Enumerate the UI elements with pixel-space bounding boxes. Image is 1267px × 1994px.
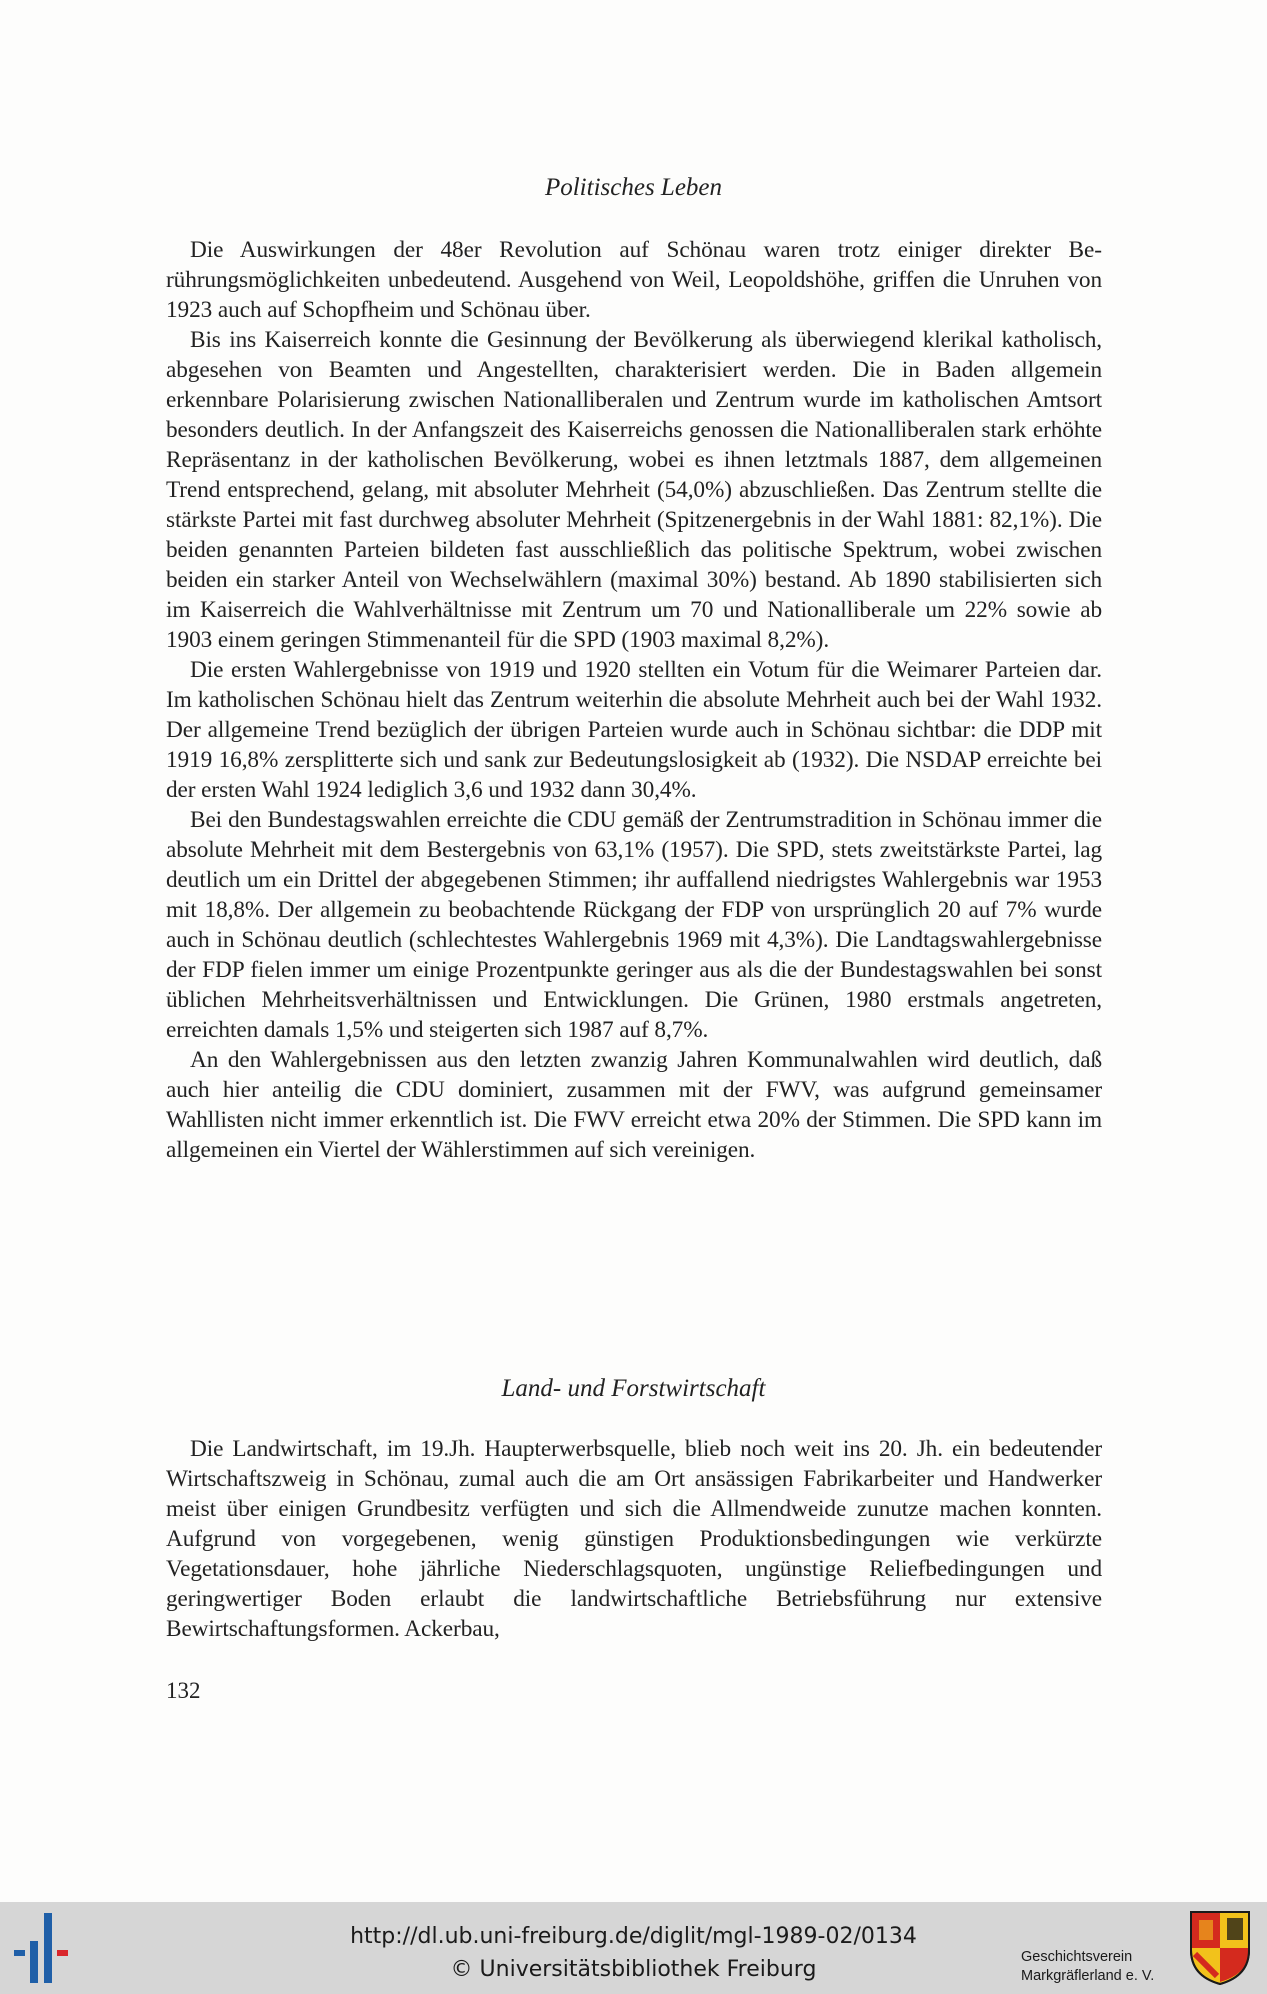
coat-of-arms-icon bbox=[1189, 1910, 1251, 1986]
page-number: 132 bbox=[166, 1678, 201, 1703]
source-url-link[interactable]: http://dl.ub.uni-freiburg.de/diglit/mgl-1989-02/0134 bbox=[350, 1924, 917, 1949]
society-name bbox=[1021, 1948, 1154, 1986]
section-land bbox=[166, 1434, 1102, 1644]
society-name-line: Markgräflerland e. V. bbox=[1021, 1968, 1155, 1984]
paragraph: Die Auswirkungen der 48er Revolution auf Schönau waren trotz einiger direkter Berührungsmöglichkeiten unbedeutend. Ausgehend von Weil, Leopoldshöhe, griffen die Unruhen von 1923 auch auf Schopfheim und Schönau über. bbox=[166, 237, 1102, 323]
paragraph: An den Wahlergebnissen aus den letzten zwanzig Jahren Kommunalwahlen wird deutlich, daß auch hier anteilig die CDU dominiert, zusammen mit der FWV, was aufgrund gemeinsamer Wahllisten nicht immer erkenntlich ist. Die FWV erreicht etwa 20% der Stimmen. Die SPD kann im allgemeinen ein Viertel der Wählerstimmen auf sich vereinigen. bbox=[166, 1047, 1102, 1163]
society-name-line: Geschichtsverein bbox=[1021, 1949, 1133, 1965]
section-heading-politik: Politisches Leben bbox=[544, 174, 723, 201]
paragraph: Die ersten Wahlergebnisse von 1919 und 1920 stellten ein Votum für die Weimarer Parteien dar. Im katholischen Schönau hielt das Zentrum weiterhin die absolute Mehrheit auch bei der Wahl 1932. Der allgemeine Trend bezüglich der übrigen Parteien wurde auch in Schönau sichtbar: die DDP mit 1919 16,8% zersplitterte sich und sank zur Bedeutungslosigkeit ab (1932). Die NSDAP erreichte bei der ersten Wahl 1924 lediglich 3,6 und 1932 dann 30,4%. bbox=[166, 657, 1102, 803]
section-heading-land: Land- und Forstwirtschaft bbox=[501, 1375, 766, 1402]
paragraph: Die Landwirtschaft, im 19.Jh. Haupterwerbsquelle, blieb noch weit ins 20. Jh. ein bedeutender Wirtschaftszweig in Schönau, zumal auch die am Ort ansässigen Fabrikarbeiter und Handwerker meist über einigen Grundbesitz verfügten und sich die Allmendweide zunutze machen konnten. Aufgrund von vorgegebenen, wenig günstigen Produktionsbedingungen wie verkürzte Vegetationsdauer, hohe jährliche Niederschlagsquoten, ungünstige Reliefbedingungen und geringwertiger Boden erlaubt die landwirtschaftliche Betriebsführung nur extensive Bewirtschaftungsformen. Ackerbau, bbox=[166, 1436, 1102, 1642]
footer-bar bbox=[0, 1902, 1267, 1994]
paragraph: Bis ins Kaiserreich konnte die Gesinnung der Bevölkerung als überwiegend klerikal katholisch, abgesehen von Beamten und Angestellten, charakterisiert werden. Die in Baden allgemein erkennbare Polarisierung zwischen Nationalliberalen und Zentrum wurde im katholischen Amtsort besonders deutlich. In der Anfangszeit des Kaiserreichs genossen die Nationalliberalen stark erhöhte Repräsentanz in der katholischen Bevölkerung, wobei es ihnen letztmals 1887, dem allgemeinen Trend entsprechend, gelang, mit absoluter Mehrheit (54,0%) abzuschließen. Das Zentrum stellte die stärkste Partei mit fast durchweg absoluter Mehrheit (Spitzenergebnis in der Wahl 1881: 82,1%). Die beiden genannten Parteien bildeten fast ausschließlich das politische Spektrum, wobei zwischen beiden ein starker Anteil von Wechselwählern (maximal 30%) bestand. Ab 1890 stabilisierten sich im Kaiserreich die Wahlverhältnisse mit Zentrum um 70 und Nationalliberale um 22% sowie ab 1903 einem geringen Stimmenanteil für die SPD (1903 maximal 8,2%). bbox=[166, 327, 1102, 653]
section-politik bbox=[166, 235, 1102, 1165]
copyright-text: © Universitätsbibliothek Freiburg bbox=[450, 1957, 817, 1982]
paragraph: Bei den Bundestagswahlen erreichte die CDU gemäß der Zentrumstradition in Schönau immer die absolute Mehrheit mit dem Bestergebnis von 63,1% (1957). Die SPD, stets zweitstärkste Partei, lag deutlich um ein Drittel der abgegebenen Stimmen; ihr auffallend niedrigstes Wahlergebnis war 1953 mit 18,8%. Der allgemein zu beobachtende Rückgang der FDP von ursprünglich 20 auf 7% wurde auch in Schönau deutlich (schlechtestes Wahlergebnis 1969 mit 4,3%). Die Landtagswahlergebnisse der FDP fielen immer um einige Prozentpunkte geringer aus als die der Bundestagswahlen bei sonst üblichen Mehrheitsverhältnissen und Entwicklungen. Die Grünen, 1980 erstmals angetreten, erreichten damals 1,5% und steigerten sich 1987 auf 8,7%. bbox=[166, 807, 1102, 1043]
